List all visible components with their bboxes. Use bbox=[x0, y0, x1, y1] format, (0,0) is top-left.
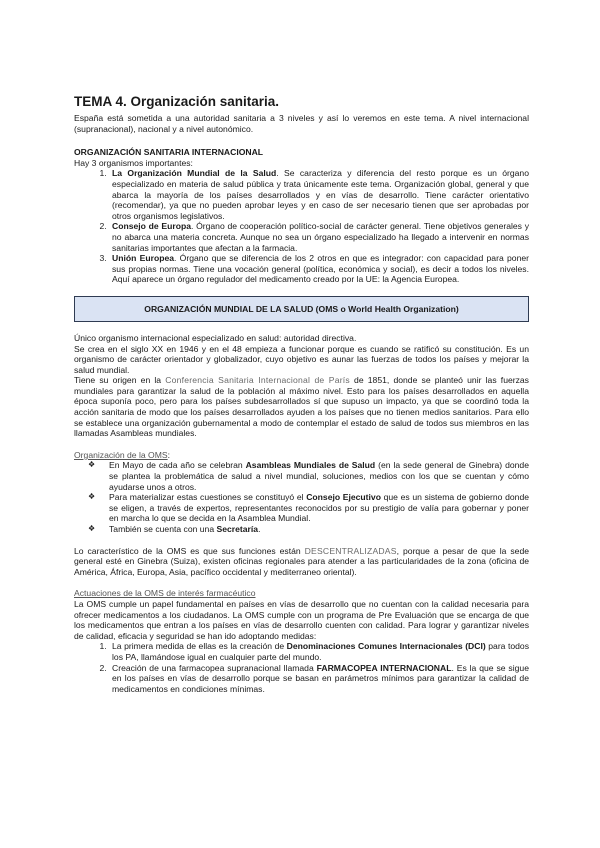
decentralized-paragraph: Lo característico de la OMS es que sus funciones están DESCENTRALIZADAS, porque a pesar de que la sede general esté en Ginebra (Suiza), existen oficinas regionales para atender a las particularidades de la zona (oficina de América, África, Europa, Asia, pacífico occidental y mediterraneo oriental). bbox=[74, 545, 529, 577]
list-item: 2. Creación de una farmacopea supranacional llamada FARMACOPEA INTERNACIONAL. Es la que se sigue en los países en vías de desarrollo porque se basan en parámetros mínimos para garantizar la calidad de medicamentos en condiciones mínimas. bbox=[109, 663, 529, 695]
conference-name: Conferencia Sanitaria Internacional de París bbox=[165, 375, 350, 386]
diamond-bullet-icon: ❖ bbox=[88, 524, 96, 533]
list-item: ❖ También se cuenta con una Secretaría. bbox=[88, 524, 261, 534]
decentralized-word: DESCENTRALIZADAS bbox=[304, 545, 397, 556]
org-heading: Organización de la OMS: bbox=[74, 449, 171, 460]
oms-paragraph-1: Único organismo internacional especializado en salud: autoridad directiva. bbox=[74, 332, 357, 343]
oms-paragraph-3: Tiene su origen en la Conferencia Sanitaria Internacional de París de 1851, donde se planteó unir las fuerzas mundiales para garantizar la salud de la población al máximo nivel. Esto para los países desarrollados en aquella época suponía poco, pero para los países subdesarrollados sí que supuso un impacto, ya que se coordinó toda la acción sanitaria de modo que los países desarrollados ayuden a los países que no tienen medios sanitarios. Para ello se establece una organización gubernamental a modo de contemplar el estado de salud de todos sus miembros en las llamadas Asambleas mundiales. bbox=[74, 375, 529, 439]
oms-paragraph-2: Se crea en el siglo XX en 1946 y en el 48 empieza a funcionar porque es cuando se ratificó su constitución. Es un organismo de carácter orientador y globalizador, cuyo objetivo es aunar las fuerzas de todos los países y mejorar la salud mundial. bbox=[74, 343, 529, 375]
page-title: TEMA 4. Organización sanitaria. bbox=[74, 94, 280, 109]
pharma-list bbox=[74, 641, 529, 694]
document-body bbox=[74, 94, 529, 694]
list-item: 1. La Organización Mundial de la Salud. Se caracteriza y diferencia del resto porque es un órgano especializado en materia de salud pública y trata únicamente este tema. Organización global, general y que abarca la mayoría de los países desarrollados y en vías de desarrollo. Tiene carácter orientativo (recomendar), ya que no pueden aprobar leyes y en caso de ser necesario tienen que ser aprobadas por otros organismos legislativos. bbox=[109, 168, 529, 221]
pharma-heading: Actuaciones de la OMS de interés farmacéutico bbox=[74, 588, 256, 599]
diamond-bullet-icon: ❖ bbox=[88, 460, 96, 470]
list-item: ❖ Para materializar estas cuestiones se constituyó el Consejo Ejecutivo que es un sistema de gobierno donde se eligen, a través de expertos, representantes reconocidos por su prestigio de valía para gobernar y poner en marcha lo que se decida en la Asamblea Mundial. bbox=[88, 492, 529, 524]
list-item: ❖ En Mayo de cada año se celebran Asambleas Mundiales de Salud (en la sede general de Ginebra) donde se plantea la problemática de salud a nivel mundial, soluciones, medios con los que se cuentan y cómo ayudarse unos a otros. bbox=[88, 460, 529, 492]
list-item: 3. Unión Europea. Órgano que se diferencia de los 2 otros en que es integrador: con capacidad para poner sus propias normas. Tiene una vocación general (política, económica y social), es decir a todos los niveles. Aquí aparece un órgano regulador del medicamento creado por la UE: la Agencia Europea. bbox=[109, 253, 529, 285]
pharma-intro: La OMS cumple un papel fundamental en países en vías de desarrollo que no cuentan con la calidad necesaria para ofrecer medicamentos a los ciudadanos. La OMS cumple con un programa de Pre Evaluación que se encarga de que los medicamentos que entran a los países en vías de desarrollo cuenten con calidad. Para lograr y garantizar niveles de calidad, eficacia y seguridad se han ido adoptando medidas: bbox=[74, 598, 529, 641]
oms-section-box: ORGANIZACIÓN MUNDIAL DE LA SALUD (OMS o World Health Organization) bbox=[74, 296, 529, 322]
intl-lead: Hay 3 organismos importantes: bbox=[74, 157, 193, 168]
intl-heading: ORGANIZACIÓN SANITARIA INTERNACIONAL bbox=[74, 147, 264, 158]
diamond-bullet-icon: ❖ bbox=[88, 492, 96, 502]
intro-paragraph: España está sometida a una autoridad sanitaria a 3 niveles y así lo veremos en este tema. A nivel internacional (supranacional), nacional y a nivel autonómico. bbox=[74, 113, 529, 134]
list-item: 2. Consejo de Europa. Órgano de cooperación político-social de carácter general. Tiene objetivos generales y no abarca una materia concreta. Aunque no sea un órgano especializado ha llegado a intervenir en normas sanitarias importantes que afectan a la farmacia. bbox=[109, 221, 529, 253]
org-list bbox=[74, 460, 529, 534]
list-item: 1. La primera medida de ellas es la creación de Denominaciones Comunes Internacionales (DCI) para todos los PA, llamándose igual en cualquier parte del mundo. bbox=[109, 641, 529, 662]
intl-list bbox=[74, 168, 529, 285]
